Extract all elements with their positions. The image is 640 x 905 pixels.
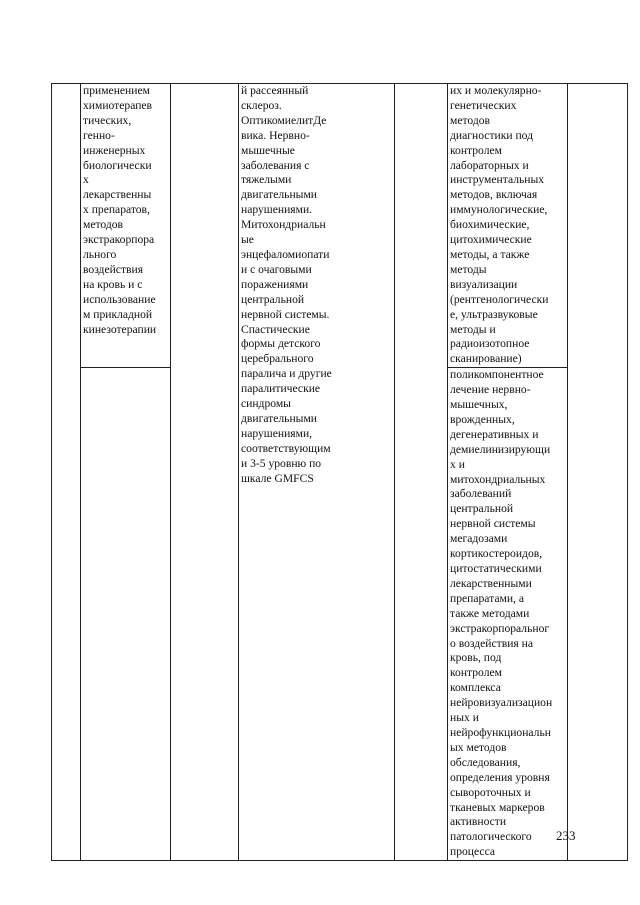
cell-treatment-description: поликомпонентное лечение нервно- мышечных, врожденных, дегенеративных и демиелинизирующи х и митохондриальных заболеваний центральной нервной системы мегадозами кортикостероидов, цитостатическими лекарственными препаратами, а также методами экстракорпоральног о воздействия на кровь, под контролем комплекса нейровизуализацион ных и нейрофункциональн ых методов обследования, определения уровня сывороточных и тканевых маркеров активности патологического процесса [448,368,568,861]
cell-code [171,84,239,861]
cell-patient-model [395,84,448,861]
cell-diagnosis-models: й рассеянный склероз. ОптикомиелитДе вика. Нервно- мышечные заболевания с тяжелыми двигательными нарушениями. Митохондриальн ые энцефаломиопати и с очаговыми поражениями центральной нервной системы. Спастические формы детского церебрального паралича и другие паралитические синдромы двигательными нарушениями, соответствующим и 3-5 уровню по шкале GMFCS [239,84,395,861]
table-row [52,84,628,368]
document-table [51,83,628,861]
cell-norm [568,84,628,861]
cell-number [52,84,81,861]
cell-treatment-method [81,368,171,861]
page-number: 233 [556,828,576,843]
cell-treatment-description: их и молекулярно- генетических методов диагностики под контролем лабораторных и инструментальных методов, включая иммунологические, биохимические, цитохимические методы, а также методы визуализации (рентгенологически е, ультразвуковые методы и радиоизотопное сканирование) [448,84,568,368]
cell-treatment-method: применением химиотерапев тических, генно- инженерных биологически х лекарственны х препаратов, методов экстракорпора льного воздействия на кровь и с использование м прикладной кинезотерапии [81,84,171,368]
